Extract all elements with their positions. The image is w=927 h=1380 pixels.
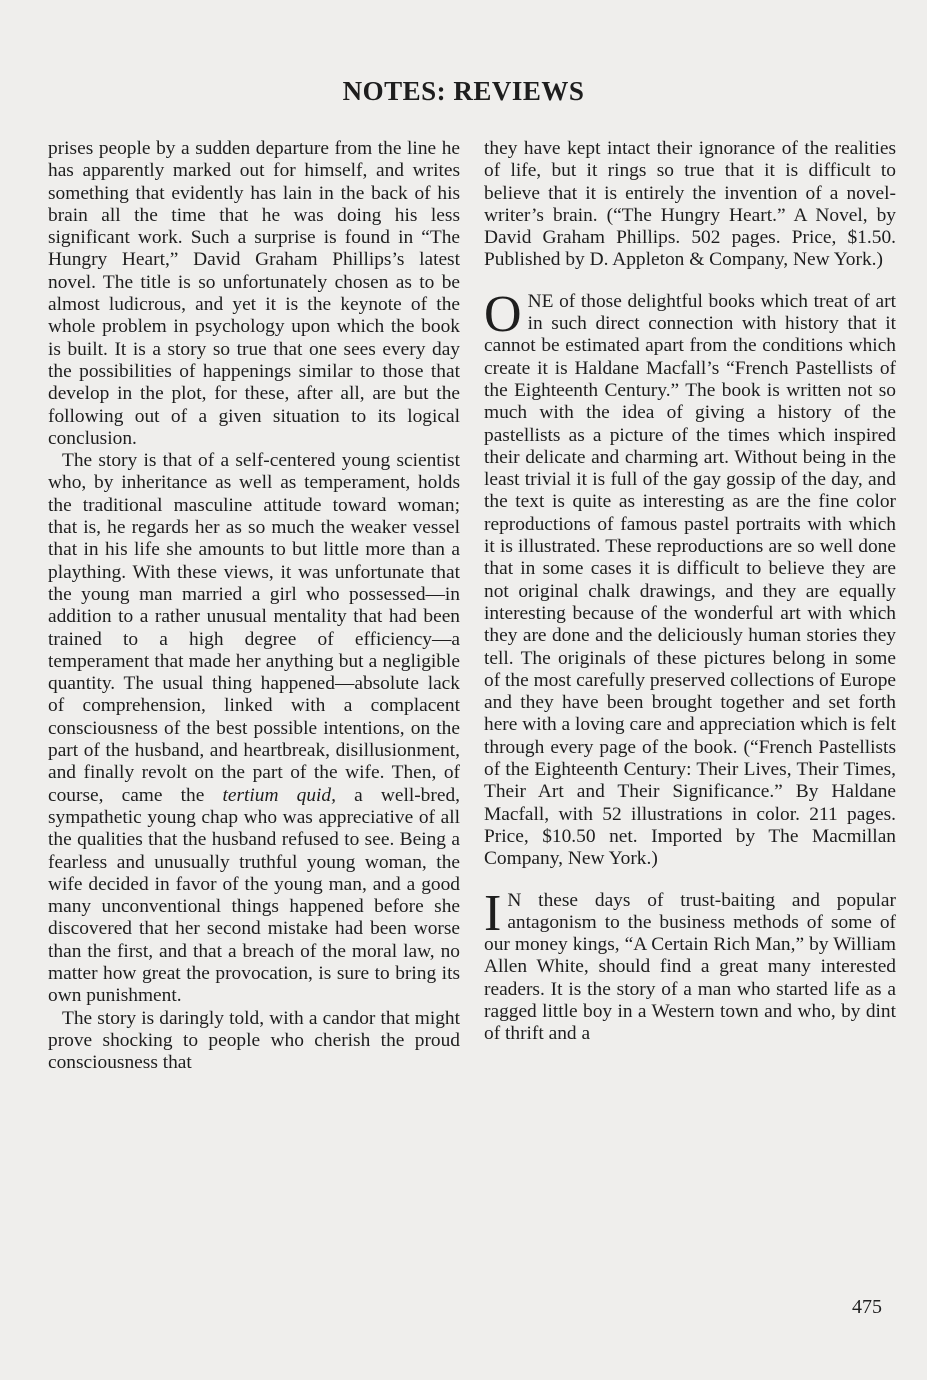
paragraph-text: N these days of trust-baiting and popular antagonism to the business methods of some of our money kings, “A Certain Rich Man,” by William Allen White, should find a great many interested readers. It is the story of a man who started life as a ragged little boy in a Western town and who, by dint of thrift and a: [484, 889, 896, 1045]
paragraph-text: NE of those delightful books which treat of art in such direct connection with history that it cannot be estimated apart from the conditions which create it is Haldane Macfall’s “French Pastellists of the Eighteenth Century.” The book is written not so much with the idea of giving a history of the pastellists as a picture of the times which inspired their delicate and charming art. Without being in the least trivial it is full of the gay gossip of the day, and the text is quite as interesting as are the fine color reproductions of famous pastel portraits with which it is illustrated. These reproductions are so well done that in some cases it is difficult to believe they are not original chalk drawings, and they are equally interesting because of the wonderful art with which they are done and the deliciously human stories they tell. The originals of these pictures belong in some of the most carefully preserved collections of Europe and they have been brought together and set forth here with a loving care and appreciation which is felt through every page of the book. (“French Pastellists of the Eighteenth Century: Their Lives, Their Times, Their Art and Their Significance.” By Haldane Macfall, with 52 illustrations in color. 211 pages. Price, $10.50 net. Imported by The Macmillan Company, New York.): [484, 290, 896, 870]
drop-cap: I: [484, 884, 502, 942]
page-header: NOTES: REVIEWS: [342, 76, 585, 106]
paragraph-text: The story is that of a self-centered young scientist who, by inheritance as well as temperament, holds the traditional masculine attitude toward woman; that is, he regards her as so much the weaker vessel that in his life she amounts to but little more than a plaything. With these views, it was unfortunate that the young man married a girl who possessed—in addition to a rather unusual mentality that had been trained to a high degree of efficiency—a temperament that made her anything but a negligible quantity. The usual thing happened—absolute lack of comprehension, linked with a complacent consciousness of the best possible intentions, on the part of the husband, and heartbreak, disillusionment, and finally revolt on the part of the wife. Then, of course, came the: [48, 450, 460, 806]
drop-cap: O: [484, 285, 522, 343]
review-paragraph: [48, 450, 460, 1007]
left-column: [48, 138, 460, 1074]
italic-phrase: tertium quid,: [222, 784, 336, 806]
review-paragraph: they have kept intact their ignorance of the realities of life, but it rings so true that it is difficult to believe that it is entirely the invention of a novel-writer’s brain. (“The Hungry Heart.” A Novel, by David Graham Phillips. 502 pages. Price, $1.50. Published by D. Appleton & Company, New York.): [484, 138, 896, 271]
review-paragraph: prises people by a sudden departure from the line he has apparently marked out for himself, and writes something that evidently has lain in the back of his brain all the time that he was doing his less significant work. Such a surprise is found in “The Hungry Heart,” David Graham Phillips’s latest novel. The title is so unfortunately chosen as to be almost ludicrous, and yet it is the keynote of the whole problem in psychology upon which the book is built. It is a story so true that one sees every day the possibilities of happenings similar to those that develop in the plot, for these, after all, are but the following out of a given situation to its logical conclusion.: [48, 138, 460, 449]
review-paragraph: [484, 884, 896, 1046]
review-paragraph: [484, 285, 896, 871]
review-paragraph: The story is daringly told, with a candor that might prove shocking to people who cherish the proud consciousness that: [48, 1007, 460, 1074]
right-column: [484, 138, 896, 1046]
paragraph-gap: [484, 871, 896, 890]
page-number: 475: [852, 1296, 882, 1318]
paragraph-gap: [484, 272, 896, 291]
paragraph-text: a well-bred, sympathetic young chap who was appreciative of all the qualities that the husband refused to see. Being a fearless and unusually truthful young woman, the wife decided in favor of the young man, and a good many unconventional things happened before she discovered that her second mistake had been worse than the first, and that a breach of the moral law, no matter how great the provocation, is sure to bring its own punishment.: [48, 784, 460, 1007]
